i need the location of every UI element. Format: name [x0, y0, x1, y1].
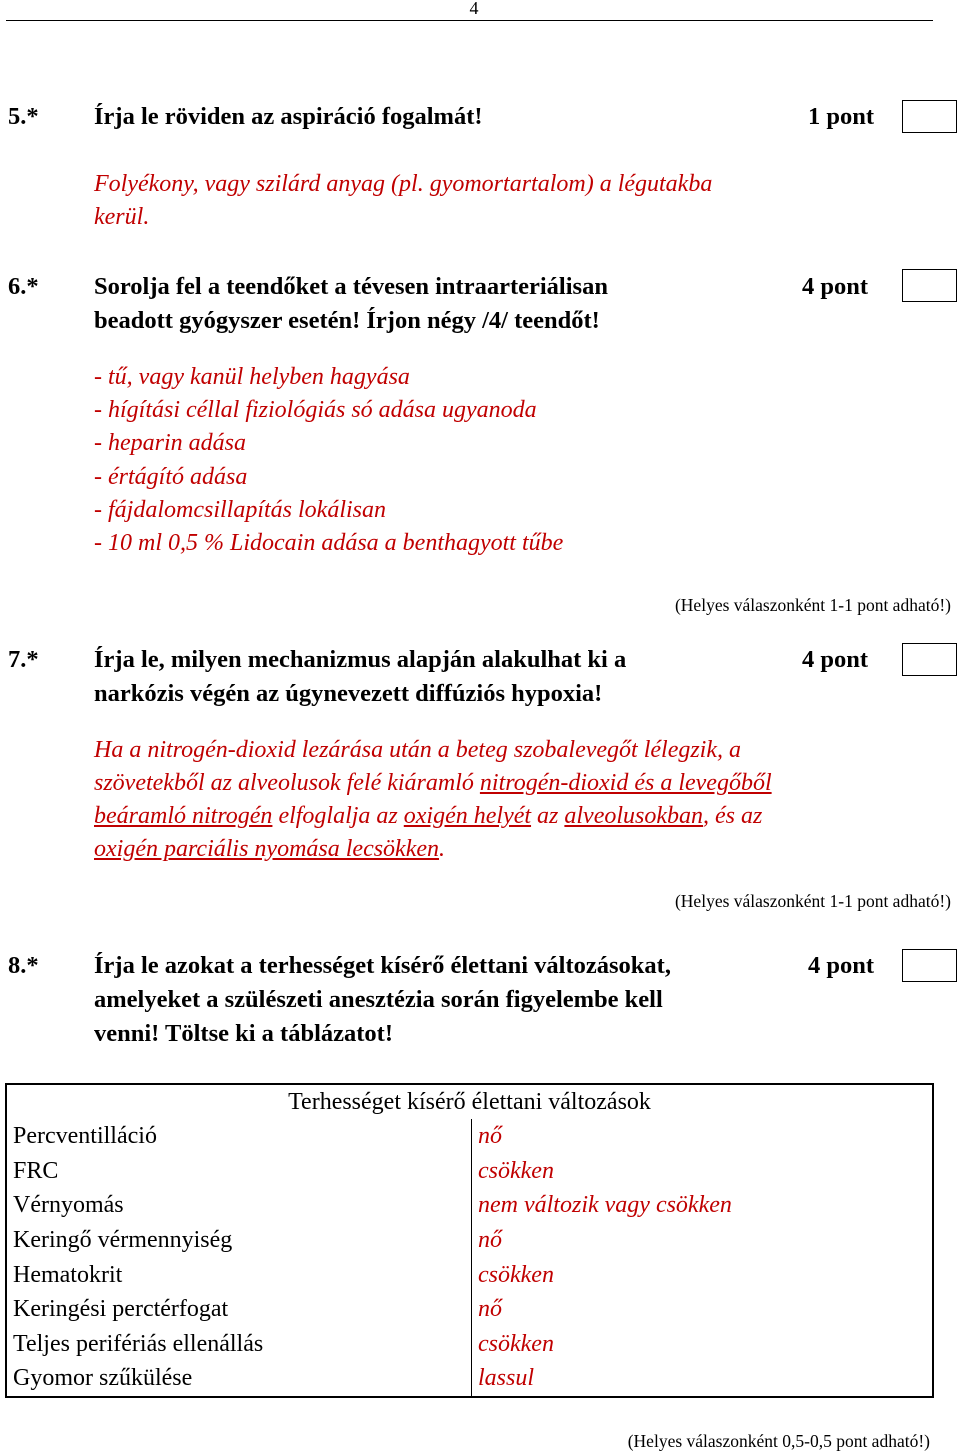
q6-answer-item: - hígítási céllal fiziológiás só adása ugyanoda [94, 397, 537, 423]
q6-answer-item: - tű, vagy kanül helyben hagyása [94, 364, 410, 390]
q8-question-line-3: venni! Töltse ki a táblázatot! [94, 1020, 393, 1047]
q7-answer-line-1: Ha a nitrogén-dioxid lezárása után a beteg szobalevegőt lélegzik, a [94, 737, 742, 763]
q7-answer-underlined: nitrogén-dioxid és a levegőből [479, 770, 772, 796]
table-header-row [6, 1084, 933, 1119]
table-header: Terhességet kísérő élettani változások [288, 1089, 651, 1115]
row-answer: nő [478, 1123, 502, 1150]
row-answer: nem változik vagy csökken [478, 1192, 732, 1219]
q7-answer-text: szövetekből az alveolusok felé kiáramló [94, 770, 480, 796]
q5-points: 1 pont [808, 103, 875, 130]
row-label: Keringő vérmennyiség [6, 1223, 472, 1258]
q5-number: 5.* [8, 103, 39, 130]
q6-points: 4 pont [802, 273, 869, 300]
q7-answer-underlined: oxigén parciális nyomása lecsökken [94, 836, 440, 862]
row-label: FRC [6, 1154, 472, 1189]
row-answer: nő [478, 1227, 502, 1254]
q8-points: 4 pont [808, 952, 875, 979]
header-rule [6, 20, 933, 21]
q7-answer-underlined: alveolusokban [564, 803, 704, 829]
q7-answer-text: az [531, 803, 565, 829]
q5-answer-line-2: kerül. [94, 204, 150, 230]
table-row [6, 1188, 933, 1223]
q8-score-box[interactable] [902, 949, 957, 982]
q8-number: 8.* [8, 952, 39, 979]
q7-number: 7.* [8, 646, 39, 673]
q6-number: 6.* [8, 273, 39, 300]
row-label: Percventilláció [6, 1119, 472, 1154]
row-answer: csökken [478, 1261, 554, 1288]
q7-answer-underlined: oxigén helyét [403, 803, 532, 829]
q7-question-line-1: Írja le, milyen mechanizmus alapján alakulhat ki a [94, 646, 627, 673]
row-answer: csökken [478, 1157, 554, 1184]
table-row [6, 1361, 933, 1397]
q7-answer-text: , és az [703, 803, 763, 829]
q7-answer-text: . [439, 836, 446, 862]
row-label: Keringési perctérfogat [6, 1292, 472, 1327]
q8-question-line-2: amelyeket a szülészeti anesztézia során figyelembe kell [94, 986, 663, 1013]
table-row [6, 1327, 933, 1362]
q7-answer-line-4 [94, 833, 445, 866]
table-row [6, 1292, 933, 1327]
row-label: Teljes perifériás ellenállás [6, 1327, 472, 1362]
q7-answer-line-3 [94, 800, 762, 833]
table-row [6, 1257, 933, 1292]
q8-question-line-1: Írja le azokat a terhességet kísérő élettani változásokat, [94, 952, 671, 979]
q7-score-box[interactable] [902, 643, 957, 676]
row-label: Hematokrit [6, 1257, 472, 1292]
q7-answer-text: elfoglalja az [272, 803, 404, 829]
row-answer: csökken [478, 1330, 554, 1357]
table-row [6, 1119, 933, 1154]
q6-question-line-1: Sorolja fel a teendőket a tévesen intraarteriálisan [94, 273, 608, 300]
q7-scoring-note: (Helyes válaszonként 1-1 pont adható!) [674, 891, 951, 911]
q6-scoring-note: (Helyes válaszonként 1-1 pont adható!) [674, 595, 951, 615]
q7-answer-line-2 [94, 767, 772, 800]
row-label: Gyomor szűkülése [6, 1361, 472, 1397]
q5-question: Írja le röviden az aspiráció fogalmát! [94, 103, 483, 130]
q8-scoring-note: (Helyes válaszonként 0,5-0,5 pont adható!) [627, 1431, 930, 1451]
table-row [6, 1154, 933, 1189]
row-answer: nő [478, 1296, 502, 1323]
q7-answer-underlined: beáramló nitrogén [94, 803, 273, 829]
q7-points: 4 pont [802, 646, 869, 673]
row-answer: lassul [478, 1365, 535, 1392]
q5-score-box[interactable] [902, 100, 957, 133]
q5-answer-line-1: Folyékony, vagy szilárd anyag (pl. gyomortartalom) a légutakba [94, 171, 713, 197]
q6-answer-item: - értágító adása [94, 464, 248, 490]
q6-answer-item: - heparin adása [94, 430, 246, 456]
pregnancy-changes-table [5, 1083, 934, 1398]
table-row [6, 1223, 933, 1258]
row-label: Vérnyomás [6, 1188, 472, 1223]
q6-answer-item: - 10 ml 0,5 % Lidocain adása a benthagyott tűbe [94, 530, 564, 556]
q7-question-line-2: narkózis végén az úgynevezett diffúziós hypoxia! [94, 680, 603, 707]
page-number: 4 [469, 0, 479, 18]
q6-answer-item: - fájdalomcsillapítás lokálisan [94, 497, 386, 523]
q6-question-line-2: beadott gyógyszer esetén! Írjon négy /4/ teendőt! [94, 307, 600, 334]
q6-score-box[interactable] [902, 269, 957, 302]
